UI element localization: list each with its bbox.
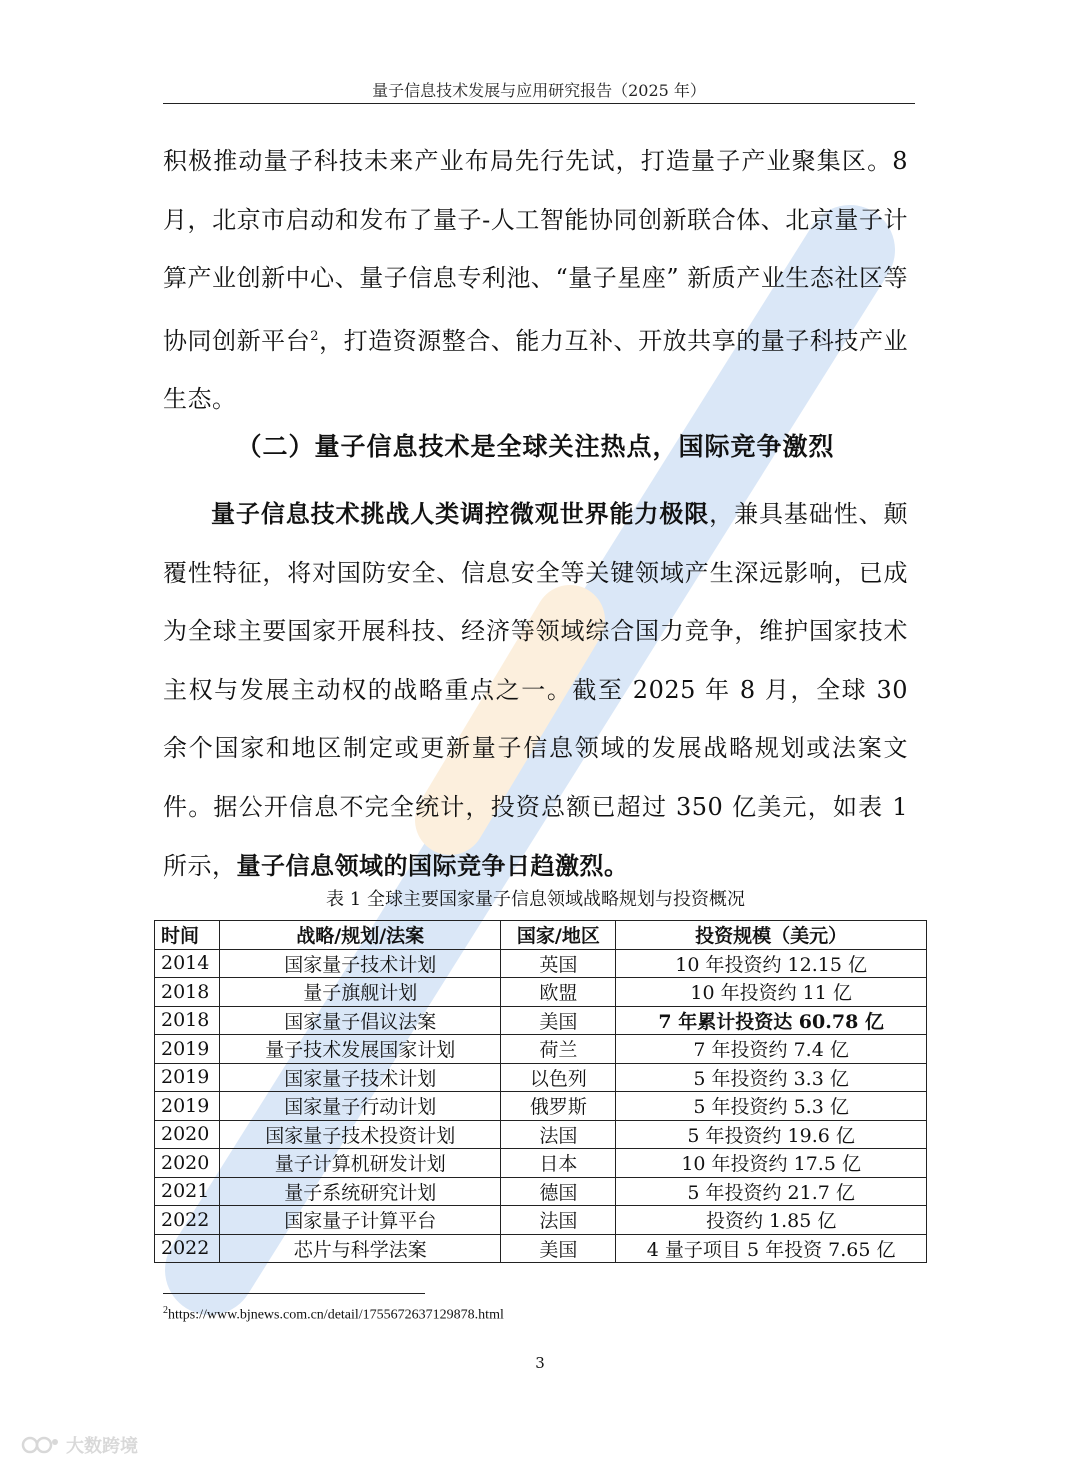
header-rule — [163, 103, 915, 104]
header-year: 时间 — [155, 921, 220, 950]
cell-strategy: 国家量子倡议法案 — [219, 1006, 500, 1035]
cell-country: 美国 — [501, 1234, 616, 1263]
cell-country: 美国 — [501, 1006, 616, 1035]
header-investment: 投资规模（美元） — [616, 921, 927, 950]
table-row — [155, 1234, 927, 1263]
strategy-investment-table — [154, 920, 927, 1263]
cell-strategy: 国家量子计算平台 — [219, 1206, 500, 1235]
footnote-number: 2 — [163, 1305, 168, 1316]
page-number: 3 — [535, 1354, 545, 1372]
cell-investment: 10 年投资约 17.5 亿 — [616, 1149, 927, 1178]
cell-year: 2014 — [155, 949, 220, 978]
cell-strategy: 国家量子技术计划 — [219, 949, 500, 978]
cell-strategy: 量子计算机研发计划 — [219, 1149, 500, 1178]
intro-text-tail: ，打造资源整合、能力互补、开放共享的量子科技产业生态。 — [163, 326, 909, 414]
watermark-text: 大数跨境 — [66, 1436, 138, 1457]
cell-strategy: 国家量子技术投资计划 — [219, 1120, 500, 1149]
cell-investment: 5 年投资约 5.3 亿 — [616, 1092, 927, 1121]
cell-country: 以色列 — [501, 1063, 616, 1092]
table-caption: 表 1 全球主要国家量子信息领域战略规划与投资概况 — [326, 889, 745, 910]
cell-investment: 5 年投资约 21.7 亿 — [616, 1177, 927, 1206]
header-strategy: 战略/规划/法案 — [219, 921, 500, 950]
cell-investment: 7 年投资约 7.4 亿 — [616, 1035, 927, 1064]
footnote — [163, 1305, 504, 1324]
table-row — [155, 1177, 927, 1206]
intro-paragraph — [163, 132, 908, 429]
cell-year: 2019 — [155, 1063, 220, 1092]
footnote-rule — [163, 1293, 425, 1294]
intro-text: 积极推动量子科技未来产业布局先行先试，打造量子产业聚集区。8 月，北京市启动和发布了量子-人工智能协同创新联合体、北京量子计算产业创新中心、量子信息专利池、“量子星座” 新质产业生态社区等协同创新平台 — [163, 147, 908, 355]
cell-strategy: 国家量子技术计划 — [219, 1063, 500, 1092]
body-text: ，兼具基础性、颠覆性特征，将对国防安全、信息安全等关键领域产生深远影响，已成为全球主要国家开展科技、经济等领域综合国力竞争，维护国家技术主权与发展主动权的战略重点之一。截至 2025 年 8 月，全球 30 余个国家和地区制定或更新量子信息领域的发展战略规划或法案文件。据公开信息不完全统计，投资总额已超过 350 亿美元，如表 1 所示， — [163, 500, 909, 880]
cell-country: 法国 — [501, 1206, 616, 1235]
source-watermark — [20, 1432, 138, 1458]
cell-country: 英国 — [501, 949, 616, 978]
body-lead-bold: 量子信息技术挑战人类调控微观世界能力极限 — [211, 499, 710, 528]
table-row — [155, 978, 927, 1007]
body-tail-bold: 量子信息领域的国际竞争日趋激烈。 — [236, 850, 629, 880]
table-row — [155, 1035, 927, 1064]
cell-year: 2018 — [155, 978, 220, 1007]
cell-strategy: 量子系统研究计划 — [219, 1177, 500, 1206]
cell-year: 2018 — [155, 1006, 220, 1035]
cell-country: 欧盟 — [501, 978, 616, 1007]
table-row — [155, 1092, 927, 1121]
cell-investment: 7 年累计投资达 60.78 亿 — [616, 1006, 927, 1035]
table-row — [155, 1206, 927, 1235]
table-row — [155, 1063, 927, 1092]
cell-year: 2021 — [155, 1177, 220, 1206]
cell-country: 法国 — [501, 1120, 616, 1149]
watermark-logo-icon — [20, 1434, 60, 1456]
table-header-row — [155, 921, 927, 950]
cell-year: 2022 — [155, 1206, 220, 1235]
cell-country: 日本 — [501, 1149, 616, 1178]
cell-strategy: 量子旗舰计划 — [219, 978, 500, 1007]
table-row — [155, 1149, 927, 1178]
cell-strategy: 芯片与科学法案 — [219, 1234, 500, 1263]
cell-strategy: 量子技术发展国家计划 — [219, 1035, 500, 1064]
table-row — [155, 1120, 927, 1149]
table-row — [155, 949, 927, 978]
footnote-ref[interactable]: 2 — [310, 328, 320, 344]
cell-year: 2022 — [155, 1234, 220, 1263]
running-header: 量子信息技术发展与应用研究报告（2025 年） — [372, 81, 706, 100]
header-country: 国家/地区 — [501, 921, 616, 950]
body-paragraph — [163, 485, 908, 895]
cell-country: 俄罗斯 — [501, 1092, 616, 1121]
cell-strategy: 国家量子行动计划 — [219, 1092, 500, 1121]
cell-year: 2019 — [155, 1092, 220, 1121]
cell-investment: 5 年投资约 19.6 亿 — [616, 1120, 927, 1149]
cell-year: 2020 — [155, 1120, 220, 1149]
cell-year: 2020 — [155, 1149, 220, 1178]
cell-country: 德国 — [501, 1177, 616, 1206]
cell-investment: 10 年投资约 12.15 亿 — [616, 949, 927, 978]
cell-year: 2019 — [155, 1035, 220, 1064]
table-row — [155, 1006, 927, 1035]
cell-investment: 4 量子项目 5 年投资 7.65 亿 — [616, 1234, 927, 1263]
section-heading: （二）量子信息技术是全球关注热点，国际竞争激烈 — [236, 432, 835, 461]
footnote-url[interactable]: https://www.bjnews.com.cn/detail/1755672637129878.html — [168, 1307, 504, 1323]
cell-investment: 10 年投资约 11 亿 — [616, 978, 927, 1007]
cell-investment: 投资约 1.85 亿 — [616, 1206, 927, 1235]
cell-investment: 5 年投资约 3.3 亿 — [616, 1063, 927, 1092]
cell-country: 荷兰 — [501, 1035, 616, 1064]
